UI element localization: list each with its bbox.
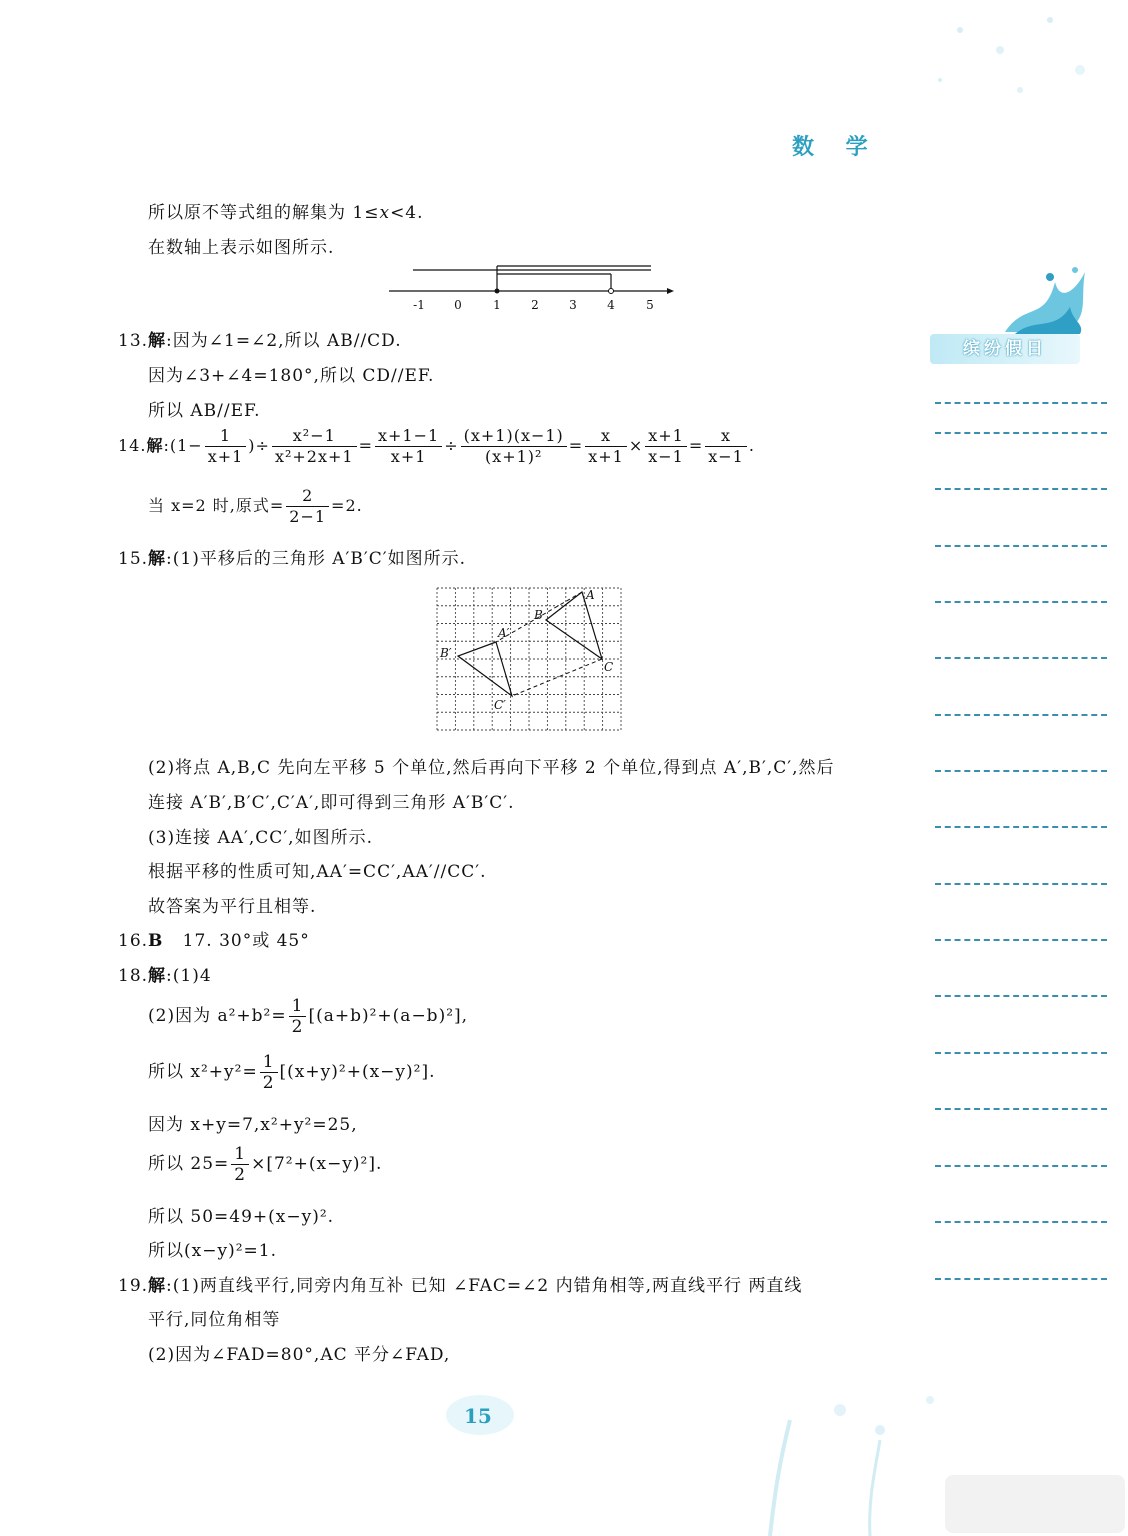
q14-line1: 14.解:(1− $\frac{1}{x+1}$ )÷ $\frac{\text{x²−1}}{\text{x²+2x+1}}$ = $\frac{x+1-1}{x+1}$ ÷ $\frac{(x+1)(x-1)}{\text{(x+1)²}}$ = $\frac{x}{x+1}$ × $\frac{x+1}{x-1}$ = $\frac{x}{x-1}$ .: [118, 426, 755, 466]
triangle-abc: [546, 592, 602, 659]
q18-line6: 所以 50=49+(x−y)².: [148, 1207, 335, 1227]
tick-label: 3: [569, 298, 577, 312]
q15-line4: (3)连接 AA′,CC′,如图所示.: [148, 828, 373, 848]
q18-line1: 18.解:(1)4: [118, 966, 212, 986]
solution-set-line: 所以原不等式组的解集为 1≤x<4.: [148, 203, 424, 223]
q16-q17-line: 16.B 17. 30°或 45°: [118, 931, 310, 951]
page-number: 15: [464, 1404, 492, 1428]
q13-line2: 因为∠3+∠4=180°,所以 CD//EF.: [148, 366, 435, 386]
q18-line3: 所以 x²+y²= $\frac{1}{2}$ [(x+y)²+(x−y)²].: [148, 1052, 436, 1093]
q15-line1: 15.解:(1)平移后的三角形 A′B′C′如图所示.: [118, 549, 467, 569]
point-label-c: C: [604, 660, 614, 674]
q15-line6: 故答案为平行且相等.: [148, 897, 317, 917]
q18-line7: 所以(x−y)²=1.: [148, 1241, 277, 1261]
q19-line1: 19.解:(1)两直线平行,同旁内角互补 已知 ∠FAC=∠2 内错角相等,两直线平行 两直线: [118, 1276, 803, 1296]
triangle-a1b1c1: [458, 642, 512, 696]
q13-line3: 所以 AB//EF.: [148, 401, 261, 421]
q14-line2: 当 x=2 时,原式= $\frac{2}{2-1}$ =2.: [148, 486, 363, 526]
tick-label: 2: [531, 298, 539, 312]
q18-line5: 所以 25= $\frac{1}{2}$ ×[7²+(x−y)²].: [148, 1144, 383, 1185]
point-label-c1: C′: [494, 698, 506, 712]
q19-line2: 平行,同位角相等: [148, 1310, 281, 1330]
q15-line3: 连接 A′B′,B′C′,C′A′,即可得到三角形 A′B′C′.: [148, 793, 515, 813]
point-label-a: A: [586, 588, 595, 602]
q15-line2: (2)将点 A,B,C 先向左平移 5 个单位,然后再向下平移 2 个单位,得到点 A′,B′,C′,然后: [148, 758, 835, 778]
holiday-badge: 缤纷假日: [930, 334, 1080, 364]
top-right-decoration: [880, 0, 1128, 120]
tick-label: 0: [454, 298, 462, 312]
splash-icon: [995, 262, 1095, 342]
q18-line2: (2)因为 a²+b²= $\frac{1}{2}$ [(a+b)²+(a−b)²],: [148, 996, 469, 1037]
point-label-b1: B′: [440, 646, 452, 660]
q19-line3: (2)因为∠FAD=80°,AC 平分∠FAD,: [148, 1345, 451, 1365]
subject-header: 数 学: [792, 134, 880, 160]
q13-line1: 13.解:因为∠1=∠2,所以 AB//CD.: [118, 331, 402, 351]
q15-line5: 根据平移的性质可知,AA′=CC′,AA′//CC′.: [148, 862, 487, 882]
bottom-right-decoration: [730, 1380, 1128, 1536]
point-label-a1: A′: [498, 626, 510, 640]
number-line-diagram: [385, 262, 675, 314]
point-label-b: B: [534, 608, 543, 622]
segment-cc1: [512, 659, 602, 696]
tick-label: 5: [646, 298, 654, 312]
tick-label: 4: [607, 298, 615, 312]
translation-grid-diagram: [436, 587, 622, 731]
q18-line4: 因为 x+y=7,x²+y²=25,: [148, 1115, 358, 1135]
tick-label: 1: [493, 298, 501, 312]
tick-label: -1: [413, 298, 425, 312]
number-line-caption: 在数轴上表示如图所示.: [148, 238, 335, 258]
